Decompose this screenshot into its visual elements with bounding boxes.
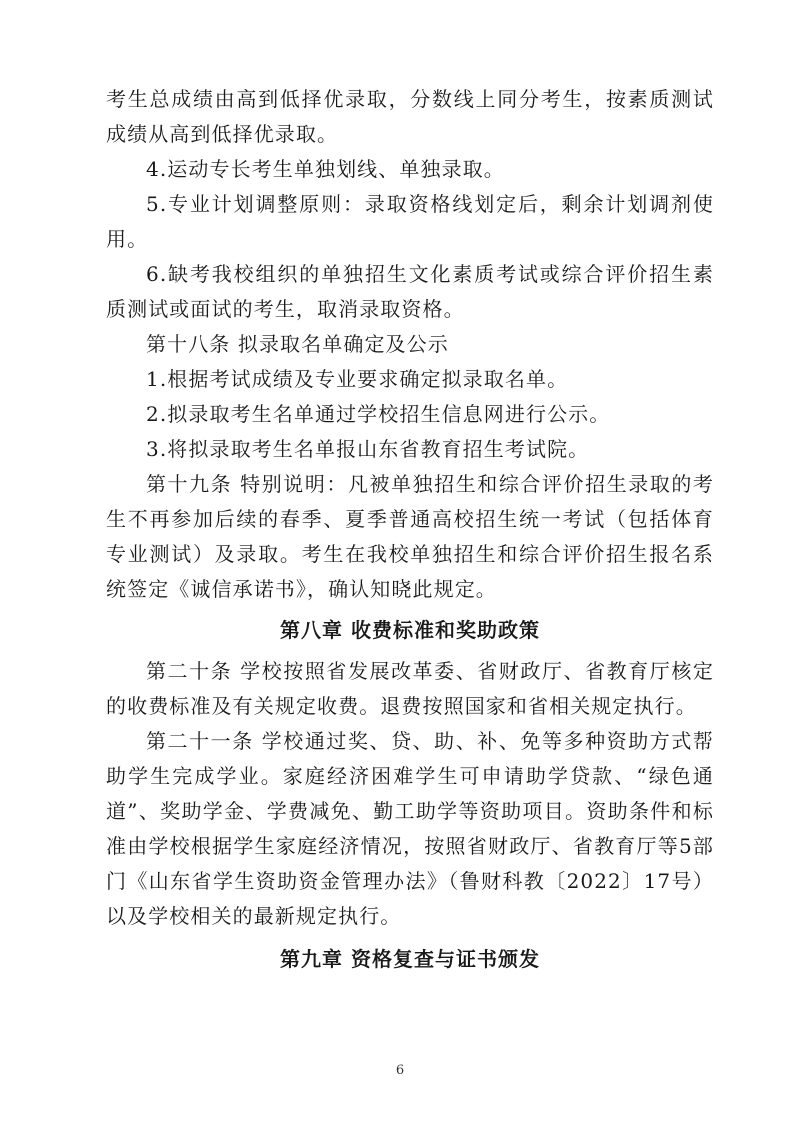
document-body bbox=[106, 82, 714, 977]
article-20-paragraph: 第二十条 学校按照省发展改革委、省财政厅、省教育厅核定的收费标准及有关规定收费。退费按照国家和省相关规定执行。 bbox=[106, 659, 714, 718]
article-21-paragraph: 第二十一条 学校通过奖、贷、助、补、免等多种资助方式帮助学生完成学业。家庭经济困难学生可申请助学贷款、“绿色通道”、奖助学金、学费减免、勤工助学等资助项目。资助条件和标准由学校根据学生家庭经济情况，按照省财政厅、省教育厅等5部门《山东省学生资助资金管理办法》（鲁财科教〔2022〕17号）以及学校相关的最新规定执行。 bbox=[106, 729, 714, 928]
paragraph-absence-rule: 6.缺考我校组织的单独招生文化素质考试或综合评价招生素质测试或面试的考生，取消录取资格。 bbox=[106, 262, 714, 321]
article-18-item-3: 3.将拟录取考生名单报山东省教育招生考试院。 bbox=[146, 437, 590, 461]
paragraph-plan-adjustment: 5.专业计划调整原则：录取资格线划定后，剩余计划调剂使用。 bbox=[106, 192, 714, 251]
article-18-item-2: 2.拟录取考生名单通过学校招生信息网进行公示。 bbox=[146, 402, 611, 426]
paragraph-admission-ranking: 考生总成绩由高到低择优录取，分数线上同分考生，按素质测试成绩从高到低择优录取。 bbox=[106, 87, 714, 146]
chapter-9-heading: 第九章 资格复查与证书颁发 bbox=[280, 947, 540, 971]
article-19-paragraph: 第十九条 特别说明：凡被单独招生和综合评价招生录取的考生不再参加后续的春季、夏季普通高校招生统一考试（包括体育专业测试）及录取。考生在我校单独招生和综合评价招生报名系统签定《诚信承诺书》，确认知晓此规定。 bbox=[106, 472, 714, 601]
paragraph-sports-specialty: 4.运动专长考生单独划线、单独录取。 bbox=[146, 157, 505, 181]
chapter-8-heading: 第八章 收费标准和奖助政策 bbox=[280, 618, 540, 642]
article-18-title: 第十八条 拟录取名单确定及公示 bbox=[146, 332, 449, 356]
page-number: 6 bbox=[395, 1063, 405, 1078]
article-18-item-1: 1.根据考试成绩及专业要求确定拟录取名单。 bbox=[146, 367, 569, 391]
